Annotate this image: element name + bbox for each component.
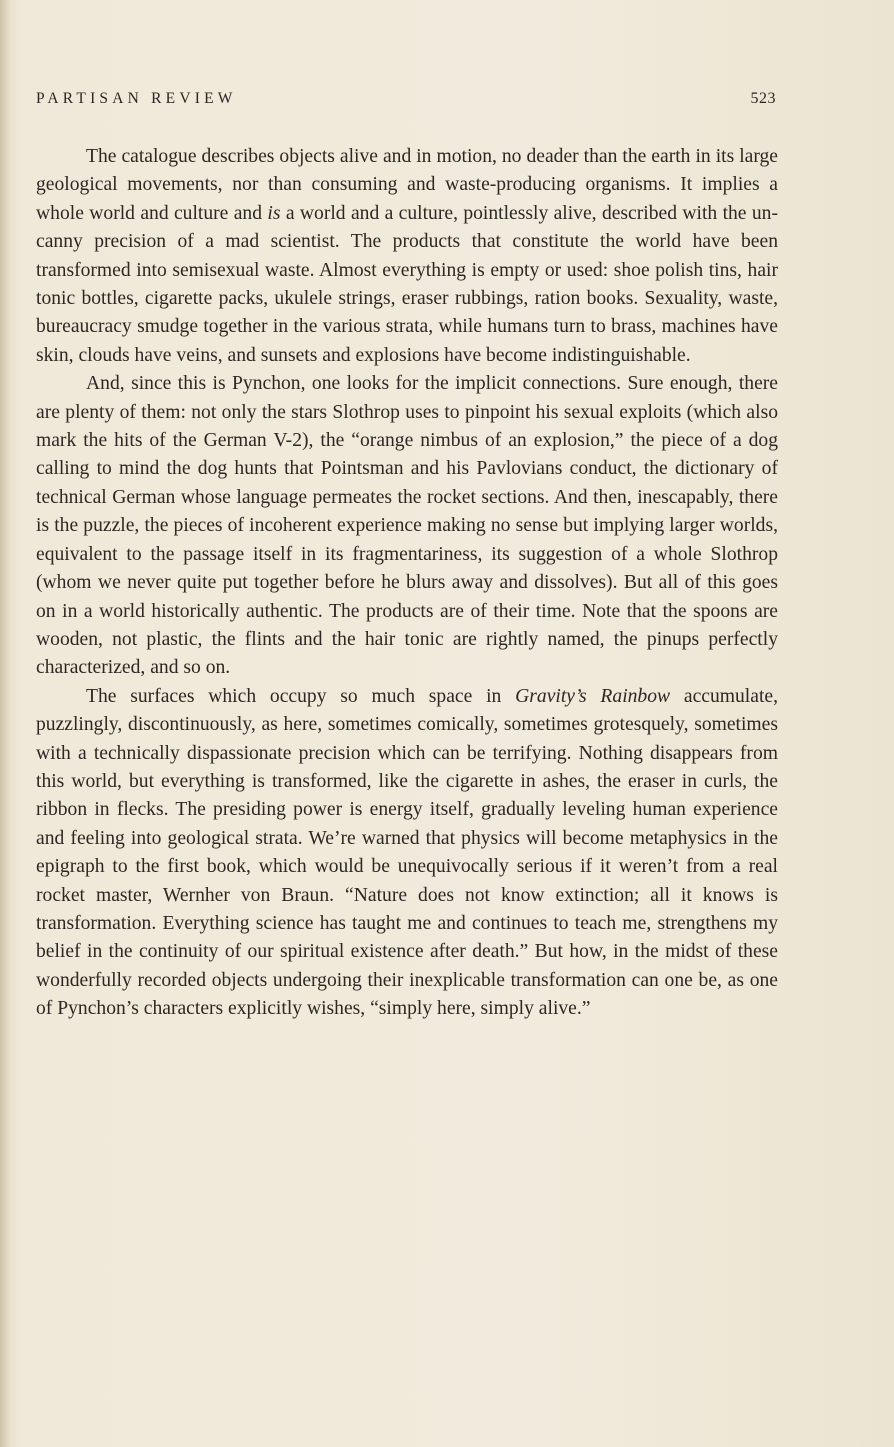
paragraph-1-emphasis: is xyxy=(267,202,281,224)
article-body xyxy=(36,143,778,1024)
paragraph-2 xyxy=(36,370,778,682)
paragraph-1 xyxy=(36,143,778,370)
paragraph-3-text: The surfaces which occupy so much space in xyxy=(86,685,516,707)
paragraph-1-text: The catalogue describes objects alive and in motion, no deader than the earth in its large geological movements, nor than consuming and waste-producing organisms. It implies a whole world and culture and xyxy=(36,146,778,224)
paragraph-2-text: And, since this is Pynchon, one looks for the implicit connections. Sure enough, there are plenty of them: not only the stars Slothrop uses to pinpoint his sexual exploits (which also mark the hits of the German V-2), the “orange nimbus of an explosion,” the piece of a dog calling to mind the dog hunts that Pointsman and his Pavlovians conduct, the dictionary of technical German whose language permeates the rocket sections. And then, inescapably, there is the puzzle, the pieces of incoherent experience making no sense but implying larger worlds, equivalent to the passage itself in its fragmentariness, its suggestion of a whole Slothrop (whom we never quite put together before he blurs away and dissolves). But all of this goes on in a world historically authentic. The products are of their time. Note that the spoons are wooden, not plastic, the flints and the hair tonic are rightly named, the pinups perfectly characterized, and so on. xyxy=(36,373,778,679)
gutter-shadow xyxy=(0,0,10,1447)
paragraph-3-text-cont: accumulate, puzzlingly, discontinuously, as here, sometimes comically, sometimes grotesquely, sometimes with a technically dispassionate precision which can be terrifying. Nothing disappears from this world, but everything is transformed, like the cigarette in ashes, the eraser in curls, the ribbon in flecks. The presiding power is energy itself, gradually leveling human experience and feeling into geological strata. We’re warned that physics will become metaphysics in the epigraph to the first book, which would be unequivocally serious if it weren’t from a real rocket master, Wernher von Braun. “Nature does not know extinction; all it knows is transformation. Everything science has taught me and continues to teach me, strengthens my belief in the continuity of our spiritual existence after death.” But how, in the midst of these wonderfully recorded objects undergoing their inexplicable transformation can one be, as one of Pynchon’s characters explicitly wishes, “simply here, simply alive.” xyxy=(36,685,778,1020)
paragraph-3 xyxy=(36,683,778,1024)
journal-title: PARTISAN REVIEW xyxy=(36,90,237,107)
paragraph-1-text-cont: a world and a culture, pointlessly alive, described with the uncanny precision of a mad scientist. The products that constitute the world have been transformed into semisexual waste. Almost everything is empty or used: shoe polish tins, hair tonic bottles, cigarette packs, ukulele strings, eraser rubbings, ration books. Sexuality, waste, bureaucracy smudge together in the various strata, while humans turn to brass, machines have skin, clouds have veins, and sunsets and explosions have become indistinguishable. xyxy=(36,202,778,366)
book-title-italic: Gravity’s Rainbow xyxy=(515,685,671,707)
page-number: 523 xyxy=(750,90,776,107)
running-head xyxy=(36,90,776,114)
